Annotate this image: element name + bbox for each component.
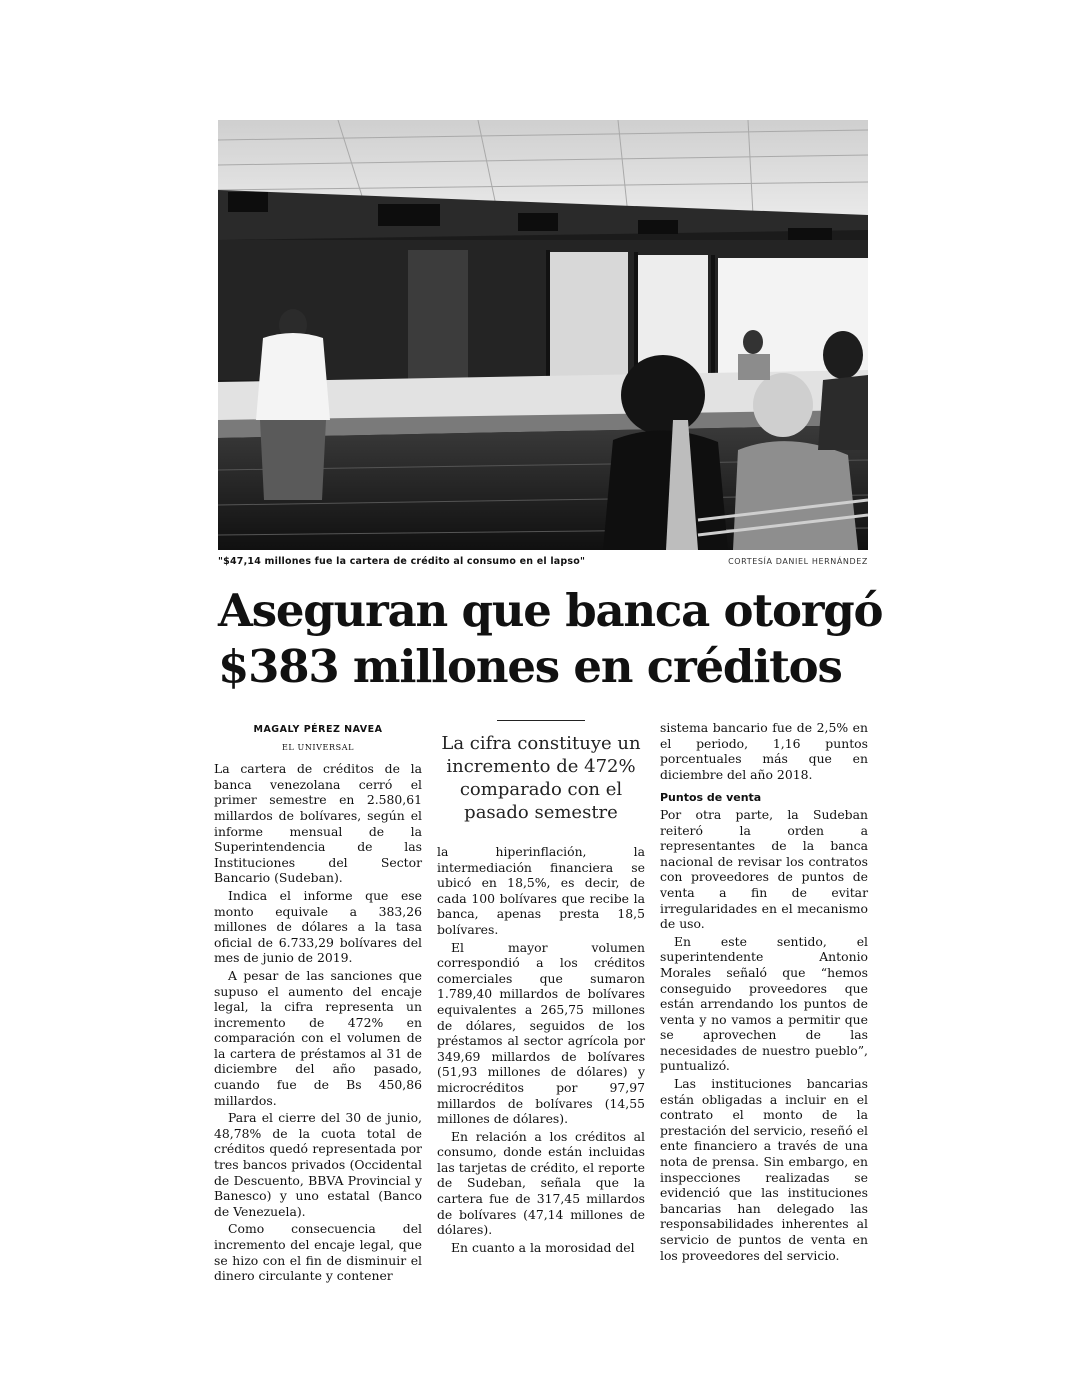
bank-interior-photo bbox=[218, 120, 868, 550]
paragraph: A pesar de las sanciones que supuso el aumento del encaje legal, la cifra representa un incremento de 472% en comparación con el volumen de la cartera de préstamos al 31 de diciembre del año pasado, cuando fue de Bs 450,86 millardos. bbox=[214, 967, 422, 1108]
byline-author: MAGALY PÉREZ NAVEA bbox=[253, 724, 383, 735]
section-subhead: Puntos de venta bbox=[660, 791, 762, 805]
photo-caption-bar bbox=[218, 556, 868, 572]
paragraph: Las instituciones bancarias están obligadas a incluir en el contrato el monto de la prestación del servicio, reseñó el ente financiero a través de una nota de prensa. Sin embargo, en inspecciones realizadas se evidenció que las instituciones bancarias han delegado las responsabilidades inherentes al servicio de puntos de venta en los proveedores del servicio. bbox=[660, 1076, 868, 1263]
photo-caption: "$47,14 millones fue la cartera de crédito al consumo en el lapso" bbox=[218, 556, 586, 567]
paragraph: Para el cierre del 30 de junio, 48,78% de la cuota total de créditos quedó representada por tres bancos privados (Occidental de Descuento, BBVA Provincial y Banesco) y uno estatal (Banco de Venezuela). bbox=[214, 1110, 422, 1219]
headline bbox=[218, 583, 883, 695]
headline-line-1: Aseguran que banca otorgó bbox=[218, 584, 883, 637]
article-column-2 bbox=[437, 720, 645, 1257]
headline-line-2: $383 millones en créditos bbox=[218, 640, 842, 693]
paragraph: sistema bancario fue de 2,5% en el periodo, 1,16 puntos porcentuales más que en diciembre del año 2018. bbox=[660, 720, 868, 782]
paragraph: En relación a los créditos al consumo, donde están incluidas las tarjetas de crédito, el reporte de Sudeban, señala que la cartera fue de 317,45 millardos de bolívares (47,14 millones de dólares). bbox=[437, 1128, 645, 1238]
article-photo bbox=[218, 120, 868, 550]
paragraph: El mayor volumen correspondió a los créditos comerciales que sumaron 1.789,40 millardos de bolívares equivalentes a 265,75 millones de dólares, seguidos de los préstamos al sector agrícola por 349,69 millardos de bolívares (51,93 millones de dólares) y microcréditos por 97,97 millardos de bolívares (14,55 millones de dólares). bbox=[437, 939, 645, 1127]
paragraph: Indica el informe que ese monto equivale a 383,26 millones de dólares a la tasa oficial de 6.733,29 bolívares del mes de junio de 2019. bbox=[214, 887, 422, 966]
paragraph: Como consecuencia del incremento del encaje legal, que se hizo con el fin de disminuir el dinero circulante y contener bbox=[214, 1221, 422, 1284]
pull-quote: La cifra constituye un incremento de 472% comparado con el pasado semestre bbox=[437, 720, 645, 824]
article-column-1 bbox=[214, 720, 422, 1286]
paragraph: la hiperinflación, la intermediación financiera se ubicó en 18,5%, es decir, de cada 100 bolívares que recibe la banca, apenas presta 18,5 bolívares. bbox=[437, 844, 645, 937]
photo-credit: CORTESÍA DANIEL HERNÁNDEZ bbox=[728, 557, 868, 566]
paragraph: La cartera de créditos de la banca venezolana cerró el primer semestre en 2.580,61 millardos de bolívares, según el informe mensual de la Superintendencia de las Instituciones del Sector Bancario (Sudeban). bbox=[214, 761, 422, 886]
article-column-3 bbox=[660, 720, 868, 1265]
paragraph: En este sentido, el superintendente Antonio Morales señaló que “hemos conseguido proveedores que están arrendando los puntos de venta y no vamos a permitir que se aprovechen de las necesidades de nuestro pueblo”, puntualizó. bbox=[660, 933, 868, 1074]
byline-source: EL UNIVERSAL bbox=[281, 742, 354, 752]
paragraph: Por otra parte, la Sudeban reiteró la orden a representantes de la banca nacional de revisar los contratos con proveedores de puntos de venta a fin de evitar irregularidades en el mecanismo de uso. bbox=[660, 806, 868, 932]
paragraph: En cuanto a la morosidad del bbox=[451, 1239, 635, 1255]
